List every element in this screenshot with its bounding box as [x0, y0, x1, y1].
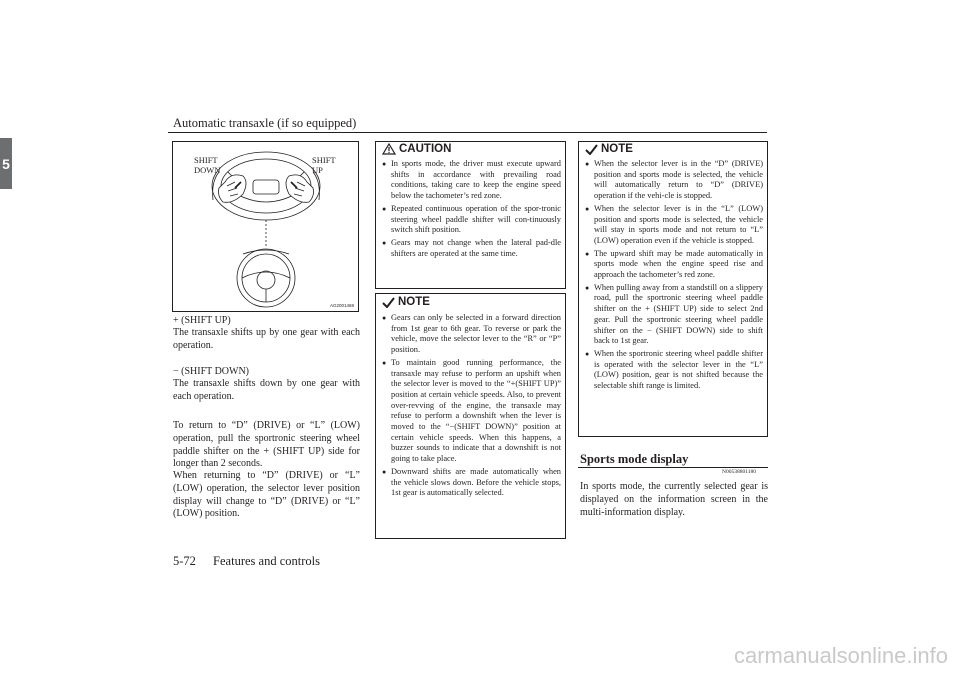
steering-wheel-figure [172, 141, 359, 312]
note-item: ● When the selector lever is in the “D” (DRIVE) position and sports mode is selected, the vehicle will automatically return to “D” (DRIVE) operation if the vehi-cle is stopped. [585, 159, 763, 202]
section-code: N00538801180 [722, 469, 757, 475]
watermark: carmanualsonline.info [733, 643, 948, 668]
return-paragraph-2: When returning to “D” (DRIVE) or “L” (LOW) operation, the selector lever position display will change to “D” (DRIVE) or “L” (LOW) position. [173, 470, 360, 520]
page-footer [173, 554, 334, 569]
note-item: ● When pulling away from a standstill on a slippery road, pull the sportronic steering wheel paddle shifter on the + (SHIFT UP) side to select 2nd gear. Pull the sportronic steering wheel paddle shifter on the − (SHIFT DOWN) side to shift back to 1st gear. [585, 283, 763, 347]
section-rule [578, 467, 768, 468]
chapter-number: 5 [2, 155, 10, 172]
shift-up-text: The transaxle shifts up by one gear with each operation. [173, 327, 360, 351]
note-header [585, 143, 633, 155]
section-title-sports-mode: Sports mode display [580, 452, 689, 466]
caution-title: CAUTION [399, 143, 452, 155]
caution-item: ● In sports mode, the driver must execute upward shifts in accordance with prevailing road conditions, taking care to keep the engine speed below the tachometer’s red zone. [382, 159, 561, 202]
note-title: NOTE [601, 143, 633, 155]
caution-item: ● Repeated continuous operation of the spor-tronic steering wheel paddle shifter will con-tinuously switch shift position. [382, 204, 561, 236]
page-header-title: Automatic transaxle (if so equipped) [173, 116, 357, 130]
shift-down-text: The transaxle shifts down by one gear with each operation. [173, 378, 360, 402]
note-box-right [578, 141, 768, 437]
note-header [382, 296, 430, 308]
caution-box [375, 141, 566, 289]
sports-mode-text: In sports mode, the currently selected gear is displayed on the information screen in the multi-information display. [580, 481, 768, 518]
check-mark-icon [585, 144, 598, 155]
chapter-tab [0, 138, 12, 189]
warning-triangle-icon [382, 143, 396, 155]
note-item: ● Downward shifts are made automatically when the vehicle slows down. Before the vehicle stops, 1st gear is automatically selected. [382, 467, 561, 499]
note-item: ● The upward shift may be made automatically in sports mode when the engine speed rise and approach the tachometer’s red zone. [585, 249, 763, 281]
shift-down-title: − (SHIFT DOWN) [173, 366, 250, 377]
caution-item: ● Gears may not change when the lateral pad-dle shifters are operated at the same time. [382, 238, 561, 259]
shift-down-label: SHIFT DOWN [194, 155, 221, 175]
caution-header [382, 143, 451, 155]
page-number: 5-72 [173, 554, 196, 568]
check-mark-icon [382, 297, 395, 308]
shift-up-title: + (SHIFT UP) [173, 315, 231, 326]
note-title: NOTE [398, 296, 430, 308]
header-rule [168, 132, 767, 133]
note-item: ● Gears can only be selected in a forward direction from 1st gear to 6th gear. To reverse or park the vehicle, move the selector lever to the “R” or “P” position. [382, 313, 561, 356]
note-box-middle [375, 293, 566, 539]
note-item: ● When the sportronic steering wheel paddle shifter is operated with the selector lever in the “L” (LOW) position, gear is not shifted because the selectable shift range is limited. [585, 349, 763, 392]
figure-id: AG2001468 [329, 303, 354, 308]
shift-up-label: SHIFT UP [312, 155, 336, 175]
note-item: ● To maintain good running performance, the transaxle may refuse to perform an upshift when the selector lever is moved to the “+(SHIFT UP)” position at certain vehicle speeds. Also, to prevent over-revving of the engine, the transaxle may refuse to perform a downshift when the lever is moved to the “−(SHIFT DOWN)” position at certain vehicle speeds. When this happens, a buzzer sounds to indicate that a downshift is not going to take place. [382, 358, 561, 465]
return-paragraph-1: To return to “D” (DRIVE) or “L” (LOW) operation, pull the sportronic steering wheel paddle shifter on the + (SHIFT UP) side for longer than 2 seconds. [173, 420, 360, 470]
footer-section: Features and controls [213, 554, 320, 568]
note-item: ● When the selector lever is in the “L” (LOW) position and sports mode is selected, the vehicle will stay in sports mode and not return to “L” (LOW) operation even if the vehicle is stopped. [585, 204, 763, 247]
